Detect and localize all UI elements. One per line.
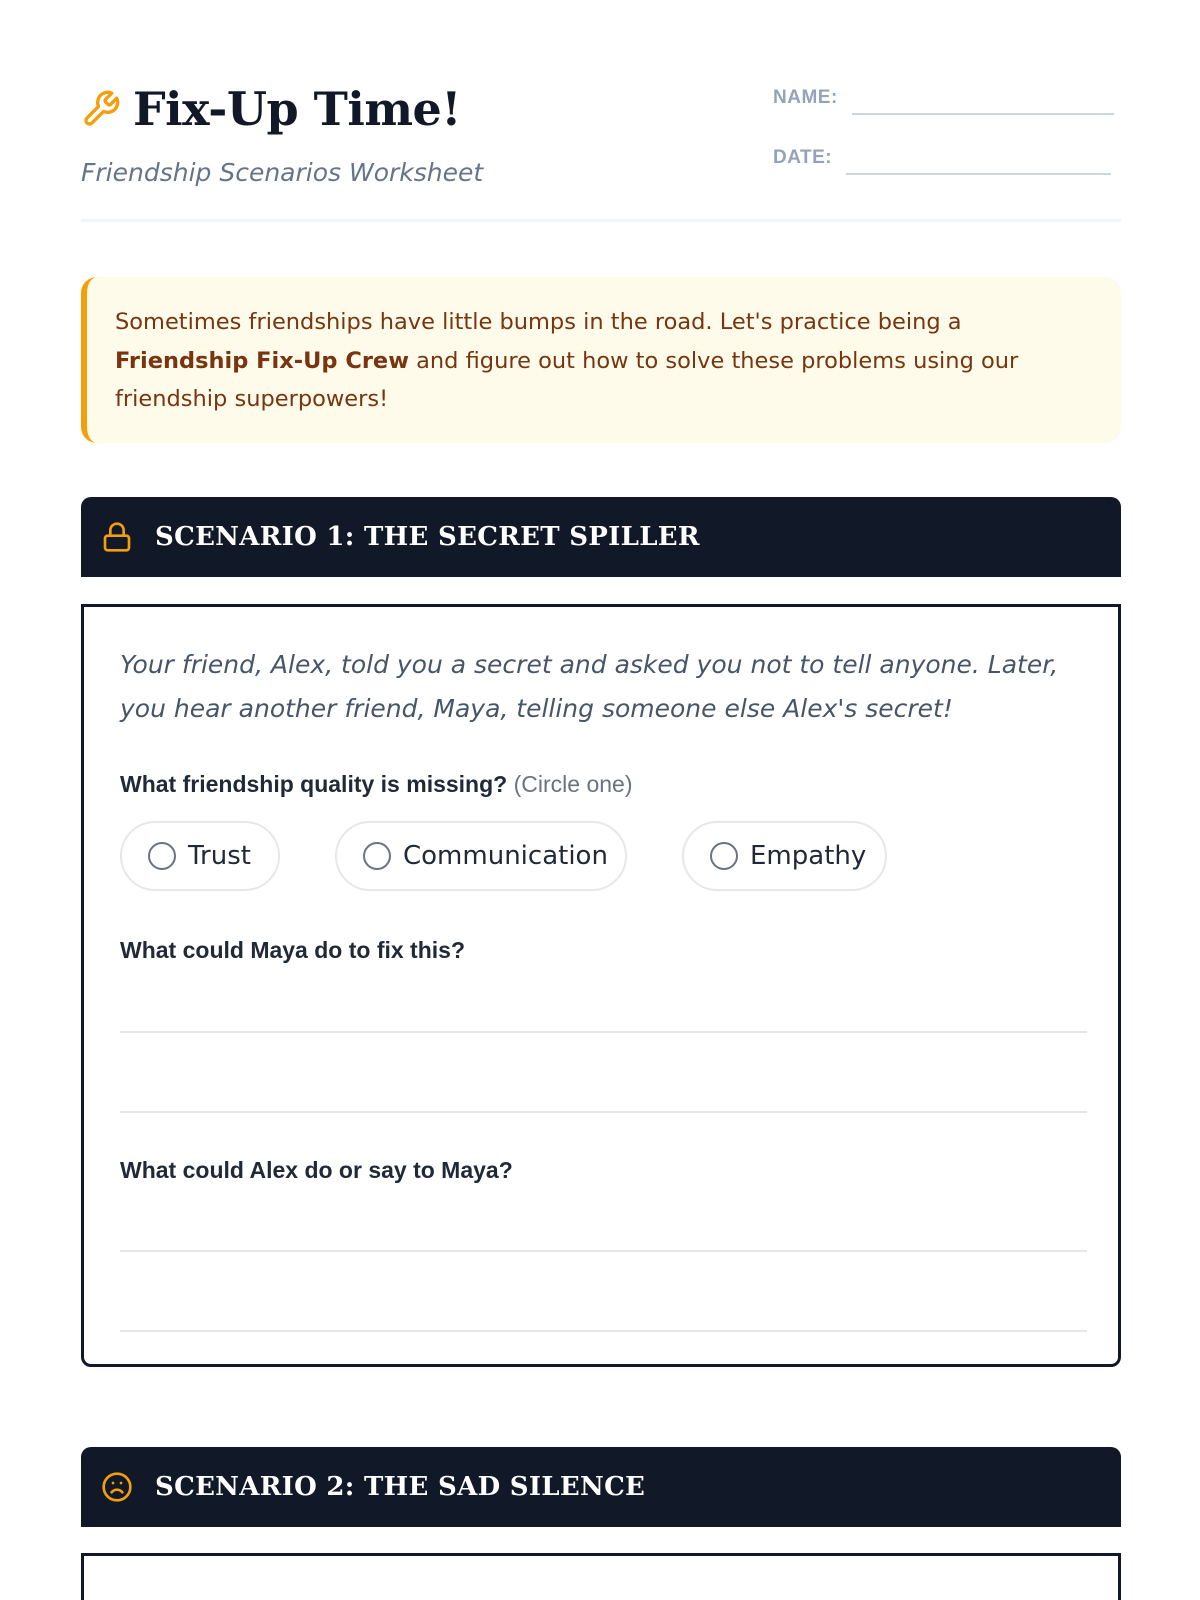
name-label: NAME: [773, 87, 838, 108]
date-label: DATE: [773, 147, 833, 168]
scenario-1-question-alex: What could Alex do or say to Maya? [120, 1157, 513, 1183]
scenario-2-title: SCENARIO 2: THE SAD SILENCE [155, 1472, 646, 1502]
lock-icon [101, 521, 133, 553]
answer-line[interactable] [120, 1250, 1087, 1252]
choice-communication-label: Communication [403, 841, 608, 871]
scenario-1-header [81, 497, 1121, 577]
date-line[interactable] [846, 173, 1111, 175]
worksheet-header [81, 82, 1121, 222]
scenario-1-question-maya: What could Maya do to fix this? [120, 937, 465, 963]
page-subtitle: Friendship Scenarios Worksheet [81, 158, 484, 187]
radio-circle-icon[interactable] [363, 842, 391, 870]
choice-communication[interactable] [335, 821, 627, 891]
name-line[interactable] [852, 113, 1114, 115]
radio-circle-icon[interactable] [148, 842, 176, 870]
question-quality-text: What friendship quality is missing? [120, 771, 508, 797]
scenario-2-card [81, 1553, 1121, 1600]
scenario-1-card [81, 604, 1121, 1367]
scenario-1-story: Your friend, Alex, told you a secret and asked you not to tell anyone. Later, you hear another friend, Maya, telling someone else Alex's secret! [120, 650, 1059, 723]
name-field[interactable] [773, 87, 1114, 109]
quality-choices [120, 821, 1080, 891]
intro-text-start: Sometimes friendships have little bumps in the road. Let's practice being a [115, 309, 962, 335]
intro-callout [81, 277, 1121, 443]
answer-line[interactable] [120, 1111, 1087, 1113]
choice-empathy[interactable] [682, 821, 887, 891]
scenario-1-title: SCENARIO 1: THE SECRET SPILLER [155, 522, 700, 552]
scenario-2-header [81, 1447, 1121, 1527]
intro-text-end: and figure out how to solve these problems using our friendship superpowers! [115, 347, 1019, 412]
choice-trust-label: Trust [188, 841, 251, 871]
answer-line[interactable] [120, 1031, 1087, 1033]
question-quality-hint: (Circle one) [513, 771, 633, 797]
answer-line[interactable] [120, 1330, 1087, 1332]
intro-text [115, 303, 1089, 419]
title-row [81, 82, 461, 136]
scenario-1-question-quality [120, 771, 632, 798]
frown-face-icon [101, 1471, 133, 1503]
page-title: Fix-Up Time! [133, 82, 461, 136]
choice-empathy-label: Empathy [750, 841, 867, 871]
intro-text-bold: Friendship Fix-Up Crew [115, 347, 409, 374]
wrench-icon [81, 89, 121, 129]
choice-trust[interactable] [120, 821, 280, 891]
radio-circle-icon[interactable] [710, 842, 738, 870]
date-field[interactable] [773, 147, 1111, 169]
